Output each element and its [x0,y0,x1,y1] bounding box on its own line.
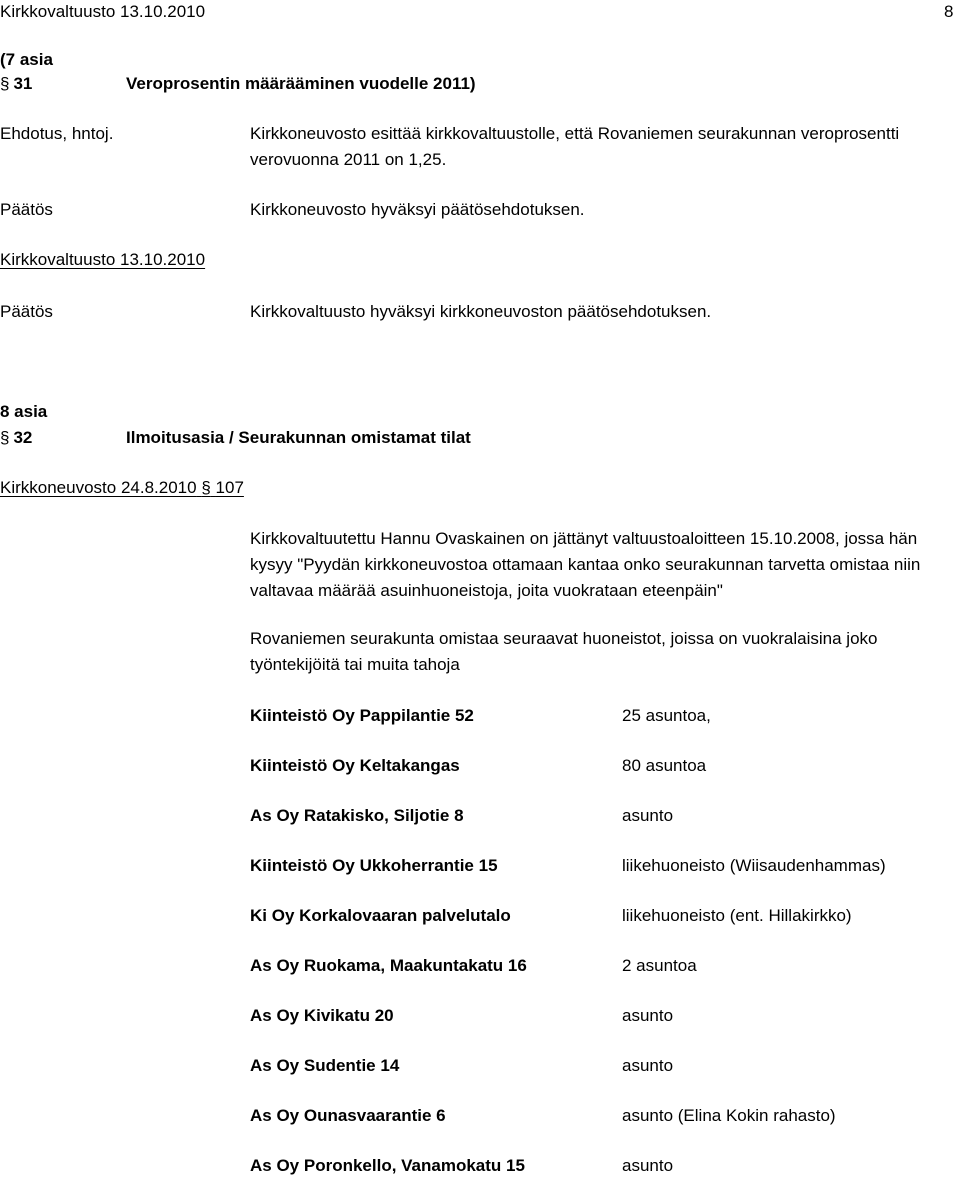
proposal-label: Ehdotus, hntoj. [0,124,114,143]
property-desc: 2 asuntoa [622,956,697,975]
item-31-title: Veroprosentin määrääminen vuodelle 2011) [126,74,476,93]
board-ref-number: 107 [215,478,244,497]
property-name: As Oy Ruokama, Maakuntakatu 16 [250,956,527,975]
property-desc: asunto [622,1156,674,1175]
property-desc: asunto [622,1006,674,1025]
decision-text: Kirkkoneuvosto hyväksyi päätösehdotuksen. [250,200,585,219]
ownership-text: Rovaniemen seurakunta omistaa seuraavat huoneistot, joissa on vuokralaisina joko työntekijöitä tai muita tahoja [250,629,878,674]
section-symbol: § [201,478,211,497]
board-ref-date: Kirkkoneuvosto 24.8.2010 [0,478,197,497]
property-name: As Oy Ounasvaarantie 6 [250,1106,446,1125]
item-31-ref: (7 asia [0,50,53,69]
property-name: As Oy Kivikatu 20 [250,1006,394,1025]
property-desc: 80 asuntoa [622,756,707,775]
proposal-text: Kirkkoneuvosto esittää kirkkovaltuustolle, että Rovaniemen seurakunnan veroprosentti verovuonna 2011 on 1,25. [250,124,900,169]
property-name: Ki Oy Korkalovaaran palvelutalo [250,906,511,925]
property-name: As Oy Poronkello, Vanamokatu 15 [250,1156,525,1175]
property-desc: asunto (Elina Kokin rahasto) [622,1106,836,1125]
property-desc: asunto [622,806,674,825]
section-symbol: § [0,74,10,93]
item-31-number: 31 [13,74,33,93]
section-symbol: § [0,428,10,447]
council-decision-label: Päätös [0,302,53,321]
decision-label: Päätös [0,200,53,219]
item-32-heading [0,428,32,448]
property-desc: 25 asuntoa, [622,706,711,725]
council-heading: Kirkkovaltuusto 13.10.2010 [0,250,206,269]
property-name: Kiinteistö Oy Keltakangas [250,756,460,775]
property-name: Kiinteistö Oy Pappilantie 52 [250,706,474,725]
property-desc: asunto [622,1056,674,1075]
page-header-left: Kirkkovaltuusto 13.10.2010 [0,2,206,21]
property-name: Kiinteistö Oy Ukkoherrantie 15 [250,856,498,875]
item-32-ref: 8 asia [0,402,48,421]
item-32-title: Ilmoitusasia / Seurakunnan omistamat tilat [126,428,471,447]
property-desc: liikehuoneisto (ent. Hillakirkko) [622,906,852,925]
item-32-number: 32 [13,428,33,447]
board-reference [0,478,244,498]
initiative-text: Kirkkovaltuutettu Hannu Ovaskainen on jättänyt valtuustoaloitteen 15.10.2008, jossa hän kysyy "Pyydän kirkkoneuvostoa ottamaan kantaa onko seurakunnan tarvetta omistaa niin valtavaa määrää asuinhuoneistoja, joita vuokrataan eteenpäin" [250,529,921,600]
property-desc: liikehuoneisto (Wiisaudenhammas) [622,856,886,875]
page-number: 8 [944,2,954,21]
council-decision-text: Kirkkovaltuusto hyväksyi kirkkoneuvoston päätösehdotuksen. [250,302,712,321]
item-31-heading [0,74,32,94]
property-name: As Oy Sudentie 14 [250,1056,400,1075]
property-name: As Oy Ratakisko, Siljotie 8 [250,806,464,825]
